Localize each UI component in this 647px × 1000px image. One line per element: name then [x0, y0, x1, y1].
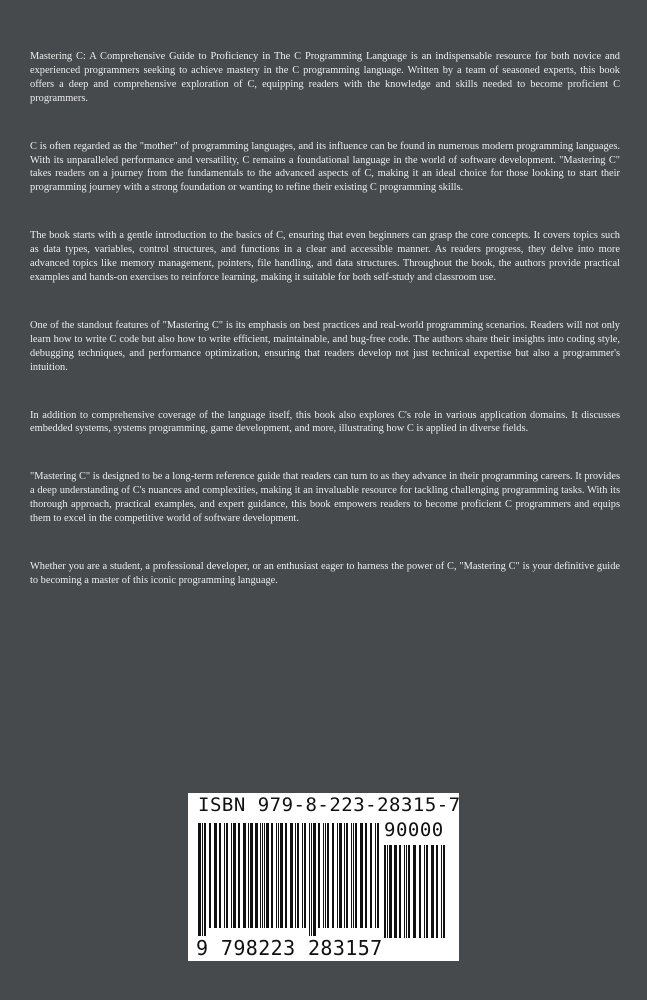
barcode-bar	[339, 823, 342, 928]
barcode-bar	[219, 823, 221, 928]
ean-digits: 9 798223 283157	[196, 936, 383, 960]
barcode-bar	[231, 823, 232, 928]
barcode-bar	[424, 845, 425, 938]
barcode-bar	[238, 823, 240, 928]
barcode-bar	[419, 845, 421, 938]
isbn-label: ISBN 979-8-223-28315-7	[198, 794, 461, 816]
addon-barcode-icon	[384, 845, 450, 938]
description-paragraph: Mastering C: A Comprehensive Guide to Proficiency in The C Programming Language is an indispensable resource for both novice and experienced programmers seeking to achieve mastery in the C programming language. Written by a team of seasoned experts, this book offers a deep and comprehensive exploration of C, equipping readers with the knowledge and skills needed to become proficient C programmers.	[30, 51, 620, 104]
barcode-bar	[280, 823, 283, 928]
ean13-barcode-icon	[198, 823, 380, 936]
barcode-bar	[337, 823, 338, 928]
barcode-bar	[243, 823, 246, 928]
barcode-bar	[278, 823, 279, 928]
barcode-bar	[387, 845, 388, 938]
description-paragraph: "Mastering C" is designed to be a long-term reference guide that readers can turn to as they advance in their programming careers. It provides a deep understanding of C's nuances and complexities, making it an invaluable resource for tackling challenging programming tasks. With its thorough approach, practical examples, and expert guidance, this book empowers readers to become proficient C programmers and equips them to excel in the competitive world of software development.	[30, 471, 620, 525]
barcode-bar	[365, 823, 367, 928]
barcode-bar	[276, 823, 277, 928]
price-code: 90000	[384, 819, 444, 841]
description-paragraph: One of the standout features of "Mastering C" is its emphasis on best practices and real-world programming scenarios. Readers will not only learn how to write C code but also how to write efficient, maintainable, and bug-free code. The authors share their insights into coding style, debugging techniques, and performance optimization, ensuring that readers develop not just technical expertise but also a programmer's intuition.	[30, 319, 620, 373]
barcode-bar	[313, 823, 316, 936]
barcode-bar	[408, 845, 410, 938]
barcode-bar	[323, 823, 324, 928]
description-paragraph: C is often regarded as the "mother" of programming languages, and its influence can be found in numerous modern programming languages. With its unparalleled performance and versatility, C remains a foundational language in the world of software development. "Mastering C" takes readers on a journey from the fundamentals to the advanced aspects of C, making it an ideal choice for those looking to start their programming journey with a strong foundation or wanting to refine their existing C programming skills.	[30, 140, 620, 194]
barcode-bar	[204, 823, 206, 936]
barcode-bar	[443, 845, 445, 938]
barcode-bar	[198, 823, 201, 936]
barcode-bar	[318, 823, 320, 928]
barcode-bar	[290, 823, 293, 928]
isbn-barcode-box	[188, 793, 459, 961]
barcode-bar	[233, 823, 236, 928]
barcode-bar	[297, 823, 299, 928]
barcode-bar	[404, 845, 405, 938]
barcode-bar	[202, 823, 203, 936]
barcode-bar	[370, 823, 372, 928]
back-cover-description	[30, 50, 620, 622]
barcode-bar	[325, 823, 326, 928]
barcode-bar	[255, 823, 258, 928]
barcode-bar	[226, 823, 228, 928]
barcode-bar	[266, 823, 269, 928]
barcode-bar	[332, 823, 334, 928]
barcode-bar	[209, 823, 211, 928]
barcode-bar	[399, 845, 401, 938]
barcode-bar	[384, 845, 386, 938]
barcode-bar	[346, 823, 348, 928]
barcode-bar	[389, 845, 392, 938]
barcode-bar	[260, 823, 261, 928]
barcode-bar	[394, 845, 397, 938]
barcode-bar	[344, 823, 345, 928]
barcode-bar	[250, 823, 253, 928]
barcode-bar	[304, 823, 306, 928]
barcode-bar	[224, 823, 225, 928]
barcode-bar	[214, 823, 217, 928]
barcode-bar	[351, 823, 352, 928]
barcode-bar	[406, 845, 407, 938]
description-paragraph: In addition to comprehensive coverage of the language itself, this book also explores C's role in various application domains. It discusses embedded systems, systems programming, game development, and more, illustrating how C is applied in diverse fields.	[30, 409, 620, 435]
description-paragraph: Whether you are a student, a professional developer, or an enthusiast eager to harness the power of C, "Mastering C" is your definitive guide to becoming a master of this iconic programming language.	[30, 560, 620, 586]
barcode-bar	[327, 823, 329, 928]
barcode-bar	[285, 823, 287, 928]
barcode-bar	[441, 845, 442, 938]
barcode-bar	[436, 845, 438, 938]
barcode-bar	[302, 823, 303, 928]
description-paragraph: The book starts with a gentle introduction to the basics of C, ensuring that even beginners can grasp the core concepts. It covers topics such as data types, variables, control structures, and functions in a clear and accessible manner. As readers progress, they delve into more advanced topics like memory management, pointers, file handling, and data structures. Throughout the book, the authors provide practical examples and hands-on exercises to reinforce learning, making it suitable for both self-study and classroom use.	[30, 230, 620, 283]
barcode-bar	[431, 845, 434, 938]
barcode-bar	[264, 823, 265, 928]
barcode-bar	[311, 823, 312, 936]
barcode-bar	[353, 823, 354, 928]
barcode-bar	[262, 823, 263, 928]
barcode-bar	[309, 823, 310, 936]
barcode-bar	[413, 845, 416, 938]
barcode-bar	[377, 823, 379, 928]
barcode-bar	[271, 823, 273, 928]
barcode-bar	[248, 823, 249, 928]
barcode-bar	[295, 823, 296, 928]
barcode-bar	[355, 823, 357, 928]
barcode-bar	[360, 823, 363, 928]
barcode-bar	[426, 845, 428, 938]
barcode-bar	[375, 823, 376, 928]
